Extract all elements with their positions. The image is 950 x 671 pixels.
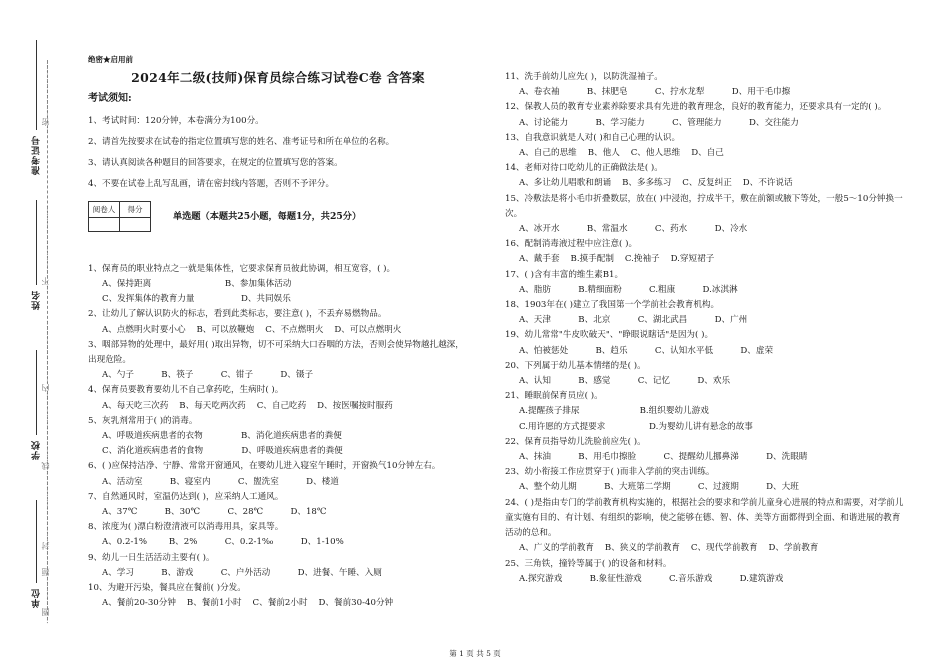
question-stem: 22、保育员指导幼儿洗脸前应先( )。 (505, 436, 646, 447)
secret-mark: 绝密★启用前 (88, 55, 133, 64)
question-options: A.提醒孩子排尿 B.组织婴幼儿游戏 (519, 406, 709, 417)
page-footer: 第 1 页 共 5 页 (449, 649, 501, 658)
question-stem: 2、让幼儿了解认识防火的标志，看到此类标志，要注意( )，不丢弃易燃物品。 (88, 309, 387, 320)
question-options: A、脂肪 B.精细面粉 C.粗康 D.冰淇淋 (519, 284, 738, 295)
question-options: A、整个幼儿期 B、大班第二学期 C、过渡期 D、大班 (519, 482, 799, 493)
question-stem: 21、睡眠前保育员应( )。 (505, 391, 603, 402)
question-stem: 18、1903年在( )建立了我国第一个学前社会教育机构。 (505, 300, 720, 311)
question-options: A、天津 B、北京 C、湖北武昌 D、广州 (519, 315, 748, 326)
seal-text-6: …圈…………题… (41, 560, 50, 624)
left-column (88, 52, 468, 611)
notice-list (88, 111, 468, 195)
question-stem: 13、自我意识就是人对( )和自己心理的认识。 (505, 132, 681, 143)
question-stem: 5、灰乳剂常用于( )的消毒。 (88, 415, 198, 426)
right-column (505, 70, 905, 587)
name-label: 姓名 (32, 290, 42, 310)
question-stem: 23、幼小衔接工作应贯穿于( )而非入学前的突击训练。 (505, 467, 715, 478)
notice-heading: 考试须知: (88, 93, 132, 105)
notice-item: 2、请首先按要求在试卷的指定位置填写您的姓名、准考证号和所在单位的名称。 (88, 136, 395, 147)
question-options: A、卷衣袖 B、抹肥皂 C、拧水龙犁 D、用干毛巾擦 (519, 87, 791, 98)
question-options: A、呼吸道疾病患者的衣物 B、消化道疾病患者的粪便 (102, 431, 342, 442)
question-stem: 10、为避开污染，餐具应在餐前( )分发。 (88, 583, 246, 594)
question-stem: 7、自然通风时，室温仍达到( )，应采纳人工通风。 (88, 491, 284, 502)
question-stem: 14、老师对待口吃幼儿的正确做法是( )。 (505, 163, 663, 174)
question-list-left (88, 262, 468, 612)
notice-item: 3、请认真阅读各种题目的回答要求，在规定的位置填写您的答案。 (88, 157, 343, 168)
question-options: A、冰开水 B、常温水 C、药水 D、冷水 (519, 224, 748, 235)
notice-item: 4、不要在试卷上乱写乱画，请在密封线内答题，否则不予评分。 (88, 178, 335, 189)
question-options: A.探究游戏 B.象征性游戏 C.音乐游戏 D.建筑游戏 (519, 573, 784, 584)
question-options: A、认知 B、感觉 C、记忆 D、欢乐 (519, 376, 731, 387)
question-options: A、勺子 B、筷子 C、钳子 D、镊子 (102, 370, 314, 381)
unit-field[interactable] (36, 500, 37, 583)
score-header: 得分 (120, 201, 151, 217)
question-stem: 15、冷敷法是将小毛巾折叠数层，放在( )中浸泡，拧成半干，敷在前额或腋下等处，一般5～10分钟换一次。 (505, 193, 903, 219)
grader-header: 阅卷人 (89, 201, 120, 217)
question-list-right (505, 70, 905, 587)
question-options: C.用许愿的方式提要求 D.为婴幼儿讲有悬念的故事 (519, 421, 753, 432)
question-options: A、广义的学前教育 B、狭义的学前教育 C、现代学前教育 D、学前教育 (519, 543, 819, 554)
question-stem: 8、浓度为( )漂白粉澄清液可以消毒用具，家具等。 (88, 522, 284, 533)
seal-text-3: …内…………………… (41, 320, 50, 400)
score-box (88, 201, 468, 232)
question-stem: 11、洗手前幼儿应先( )，以防洗湿袖子。 (505, 72, 663, 82)
question-options: A、抹油 B、用毛巾擦脸 C、提醒幼儿挪鼻涕 D、洗眼睛 (519, 452, 808, 463)
question-options: A、学习 B、游戏 C、户外活动 D、进餐、午睡、入厕 (102, 567, 382, 578)
seal-text-5: …封……………………… (41, 470, 50, 558)
question-options: A、餐前20-30分钟 B、餐前1小时 C、餐前2小时 D、餐前30-40分钟 (102, 598, 394, 609)
question-stem: 19、幼儿常常"牛皮吹破天"、"睁眼说瞎话"是因为( )。 (505, 330, 714, 341)
question-options: A、活动室 B、寝室内 C、盥洗室 D、楼道 (102, 476, 339, 487)
notice-item: 1、考试时间：120分钟，本卷满分为100分。 (88, 115, 264, 126)
section-title: 单选题（本题共25小题，每题1分，共25分） (173, 210, 362, 222)
score-cell[interactable] (120, 217, 151, 231)
question-options: A、怕被惩处 B、趋乐 C、认知水平低 D、虚荣 (519, 345, 774, 356)
question-options: A、保持距离 B、参加集体活动 (102, 279, 292, 290)
question-stem: 12、保教人员的教育专业素养除要求具有先进的教育理念，良好的教育能力，还要求具有一定的( )。 (505, 102, 887, 113)
score-table (88, 201, 151, 232)
question-options: A、自己的思维 B、他人 C、他人思维 D、自己 (519, 148, 724, 159)
question-options: C、消化道疾病患者的食物 D、呼吸道疾病患者的粪便 (102, 446, 343, 457)
question-stem: 6、( )应保持洁净、宁静、常常开窗通风，在婴幼儿进入寝室午睡时，开窗换气10分钟左右。 (88, 461, 441, 472)
exam-number-field[interactable] (36, 40, 37, 130)
question-stem: 16、配制消毒液过程中应注意( )。 (505, 239, 638, 250)
seal-text-2: …不……………………… (41, 205, 50, 293)
school-field[interactable] (36, 350, 37, 435)
question-options: A、点燃明火时要小心 B、可以放鞭炮 C、不点燃明火 D、可以点燃明火 (102, 324, 402, 335)
question-stem: 1、保育员的职业特点之一就是集体性，它要求保育员彼此协调，相互宽容，( )。 (88, 263, 396, 274)
question-options: A、多让幼儿唱歌和朗诵 B、多多练习 C、反复纠正 D、不许说话 (519, 178, 793, 189)
binding-margin (0, 0, 72, 671)
name-field[interactable] (36, 200, 37, 285)
school-label: 学校 (32, 440, 42, 460)
seal-text-1: …密………………… (41, 62, 50, 134)
question-stem: 24、( )是指由专门的学前教育机构实施的，根据社会的要求和学前儿童身心进展的特点和需要，对学前儿童实施有目的、有计划、有组织的影响，使之能够在德、智、体、美等方面都得到全面、和谐进展的教育活动的总和。 (505, 497, 904, 539)
exam-number-label: 准考证号 (32, 135, 42, 175)
question-options: A、戴手套 B.摸手配制 C.挽袖子 D.穿短裙子 (519, 254, 715, 265)
grader-cell[interactable] (89, 217, 120, 231)
question-stem: 20、下列属于幼儿基本情绪的是( )。 (505, 360, 646, 371)
question-options: A、0.2-1% B、2% C、0.2-1‰ D、1-10% (102, 537, 344, 548)
question-stem: 17、( )含有丰富的维生素B1。 (505, 269, 624, 280)
question-options: A、每天吃三次药 B、每天吃两次药 C、自己吃药 D、按医嘱按时服药 (102, 400, 393, 411)
question-stem: 25、三角铁，撞铃等属于( )的设备和材料。 (505, 558, 672, 569)
question-stem: 3、咽部异物的处理中，最好用( )取出异物，切不可采纳大口吞咽的方法，否则会使异物越扎越深，出现危险。 (88, 339, 464, 366)
question-options: C、发挥集体的教育力量 D、共同娱乐 (102, 294, 291, 305)
seal-text-4: …线……………………… (41, 390, 50, 478)
question-options: A、37℃ B、30℃ C、28℃ D、18℃ (102, 507, 327, 518)
question-stem: 4、保育员要教育要幼儿不自己拿药吃，生病时( )。 (88, 385, 284, 396)
question-options: A、讨论能力 B、学习能力 C、管理能力 D、交往能力 (519, 117, 799, 128)
unit-label: 单位 (32, 588, 42, 608)
page-title: 2024年二级(技师)保育员综合练习试卷C卷 含答案 (131, 70, 425, 86)
question-stem: 9、幼儿一日生活活动主要有( )。 (88, 552, 215, 563)
